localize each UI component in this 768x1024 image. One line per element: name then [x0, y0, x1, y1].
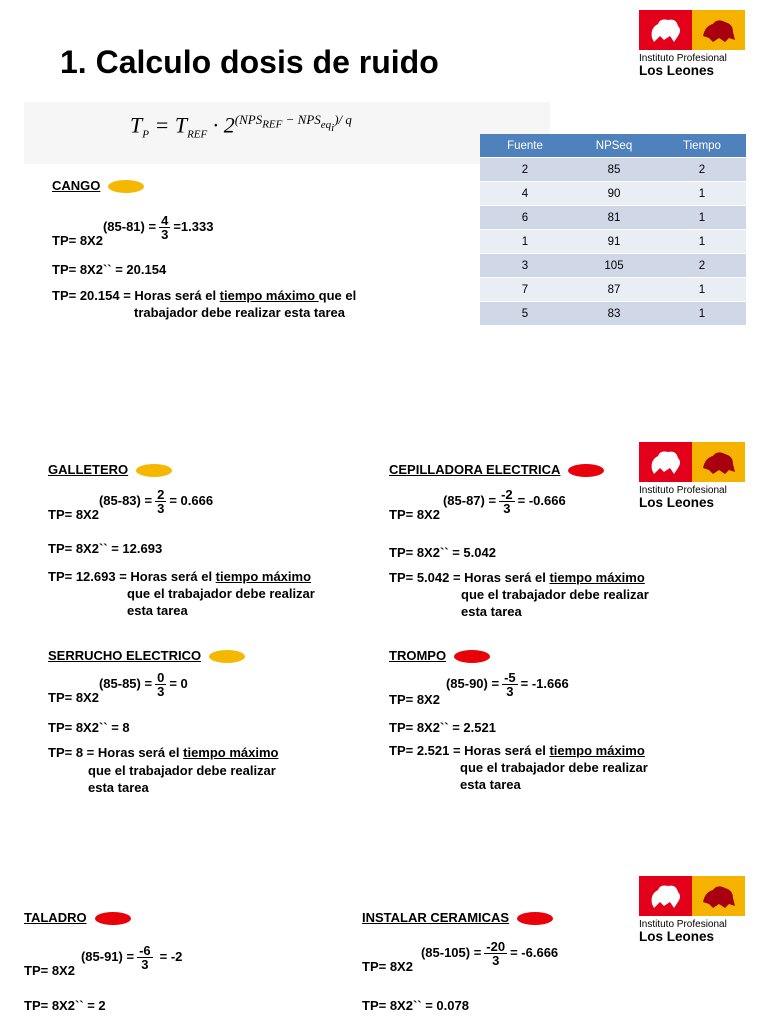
- calc-line: que el trabajador debe realizar: [461, 587, 649, 602]
- page-title: 1. Calculo dosis de ruido: [60, 44, 439, 80]
- calc-line: TP= 5.042 = Horas será el tiempo máximo: [389, 570, 645, 585]
- calc-line: TP= 8X2(85-105) = $\frac{-20}{3}$ = -6.666: [362, 939, 559, 974]
- fraction: $\frac{-5}{3}$: [504, 670, 516, 699]
- lion-icon: [692, 10, 745, 50]
- calc-line: TP= 8X2`` = 2: [24, 998, 106, 1013]
- institute-logo: Instituto Profesional Los Leones: [639, 876, 745, 944]
- dose-formula: $T_P = T_{REF} \cdot 2^{(NPS_{REF} - NPS_{eq_i})/ q}$: [130, 112, 352, 141]
- institute-logo: Instituto Profesional Los Leones: [639, 10, 745, 78]
- table-header: NPSeq: [570, 134, 658, 158]
- calc-line: TP= 8X2`` = 0.078: [362, 998, 469, 1013]
- fraction: $\frac{0}{3}$: [157, 670, 165, 699]
- calc-line: TP= 8X2`` = 20.154: [52, 262, 167, 277]
- calc-line: que el trabajador debe realizar: [88, 763, 276, 778]
- calc-line: TP= 8X2(85-85) = $\frac{0}{3}$ = 0: [48, 670, 188, 705]
- section-heading-trompo: TROMPO: [389, 648, 490, 663]
- calc-line: TP= 8 = Horas será el tiempo máximo: [48, 745, 279, 760]
- calc-line: esta tarea: [460, 777, 521, 792]
- fraction: $\frac{-6}{3}$: [139, 943, 151, 972]
- calc-line: TP= 8X2`` = 2.521: [389, 720, 496, 735]
- fraction: $\frac{-20}{3}$: [486, 939, 506, 968]
- calc-line: TP= 8X2(85-91) = $\frac{-6}{3}$ = -2: [24, 943, 183, 978]
- lion-icon: [639, 876, 692, 916]
- status-dot-icon: [136, 464, 172, 477]
- status-dot-icon: [95, 912, 131, 925]
- table-row: 1 91 1: [480, 230, 746, 254]
- status-dot-icon: [517, 912, 553, 925]
- section-heading-taladro: TALADRO: [24, 910, 131, 925]
- table-row: 7 87 1: [480, 278, 746, 302]
- status-dot-icon: [568, 464, 604, 477]
- status-dot-icon: [209, 650, 245, 663]
- noise-sources-table: [480, 134, 746, 325]
- section-heading-cepilladora: CEPILLADORA ELECTRICA: [389, 462, 604, 477]
- calc-line: TP= 8X2`` = 5.042: [389, 545, 496, 560]
- table-header: Fuente: [480, 134, 570, 158]
- calc-line: que el trabajador debe realizar: [127, 586, 315, 601]
- table-row: 3 105 2: [480, 254, 746, 278]
- calc-line: esta tarea: [127, 603, 188, 618]
- calc-line: trabajador debe realizar esta tarea: [134, 305, 345, 320]
- calc-line: que el trabajador debe realizar: [460, 760, 648, 775]
- status-dot-icon: [454, 650, 490, 663]
- calc-line: esta tarea: [461, 604, 522, 619]
- section-heading-galletero: GALLETERO: [48, 462, 172, 477]
- status-dot-icon: [108, 180, 144, 193]
- calc-line: TP= 8X2(85-83) = $\frac{2}{3}$ = 0.666: [48, 487, 214, 522]
- calc-line: TP= 2.521 = Horas será el tiempo máximo: [389, 743, 645, 758]
- institute-logo: Instituto Profesional Los Leones: [639, 442, 745, 510]
- fraction: $\frac{-2}{3}$: [501, 487, 513, 516]
- fraction: $\frac{4}{3}$: [161, 213, 169, 242]
- calc-line: TP= 8X2`` = 8: [48, 720, 130, 735]
- calc-line: TP= 8X2(85-81) = $\frac{4}{3}$ =1.333: [52, 213, 214, 248]
- calc-line: TP= 8X2(85-90) = $\frac{-5}{3}$ = -1.666: [389, 670, 569, 707]
- table-row: 5 83 1: [480, 302, 746, 326]
- table-row: 4 90 1: [480, 182, 746, 206]
- table-row: 6 81 1: [480, 206, 746, 230]
- lion-icon: [639, 442, 692, 482]
- calc-line: esta tarea: [88, 780, 149, 795]
- section-heading-ceramicas: INSTALAR CERAMICAS: [362, 910, 553, 925]
- fraction: $\frac{2}{3}$: [157, 487, 165, 516]
- table-header: Tiempo: [658, 134, 746, 158]
- lion-icon: [639, 10, 692, 50]
- section-heading-cango: CANGO: [52, 178, 144, 193]
- lion-icon: [692, 442, 745, 482]
- calc-line: TP= 20.154 = Horas será el tiempo máximo que el: [52, 288, 357, 303]
- calc-line: TP= 8X2(85-87) = $\frac{-2}{3}$ = -0.666: [389, 487, 566, 522]
- section-heading-serrucho: SERRUCHO ELECTRICO: [48, 648, 245, 663]
- calc-line: TP= 8X2`` = 12.693: [48, 541, 163, 556]
- lion-icon: [692, 876, 745, 916]
- calc-line: TP= 12.693 = Horas será el tiempo máximo: [48, 569, 312, 584]
- table-row: 2 85 2: [480, 158, 746, 182]
